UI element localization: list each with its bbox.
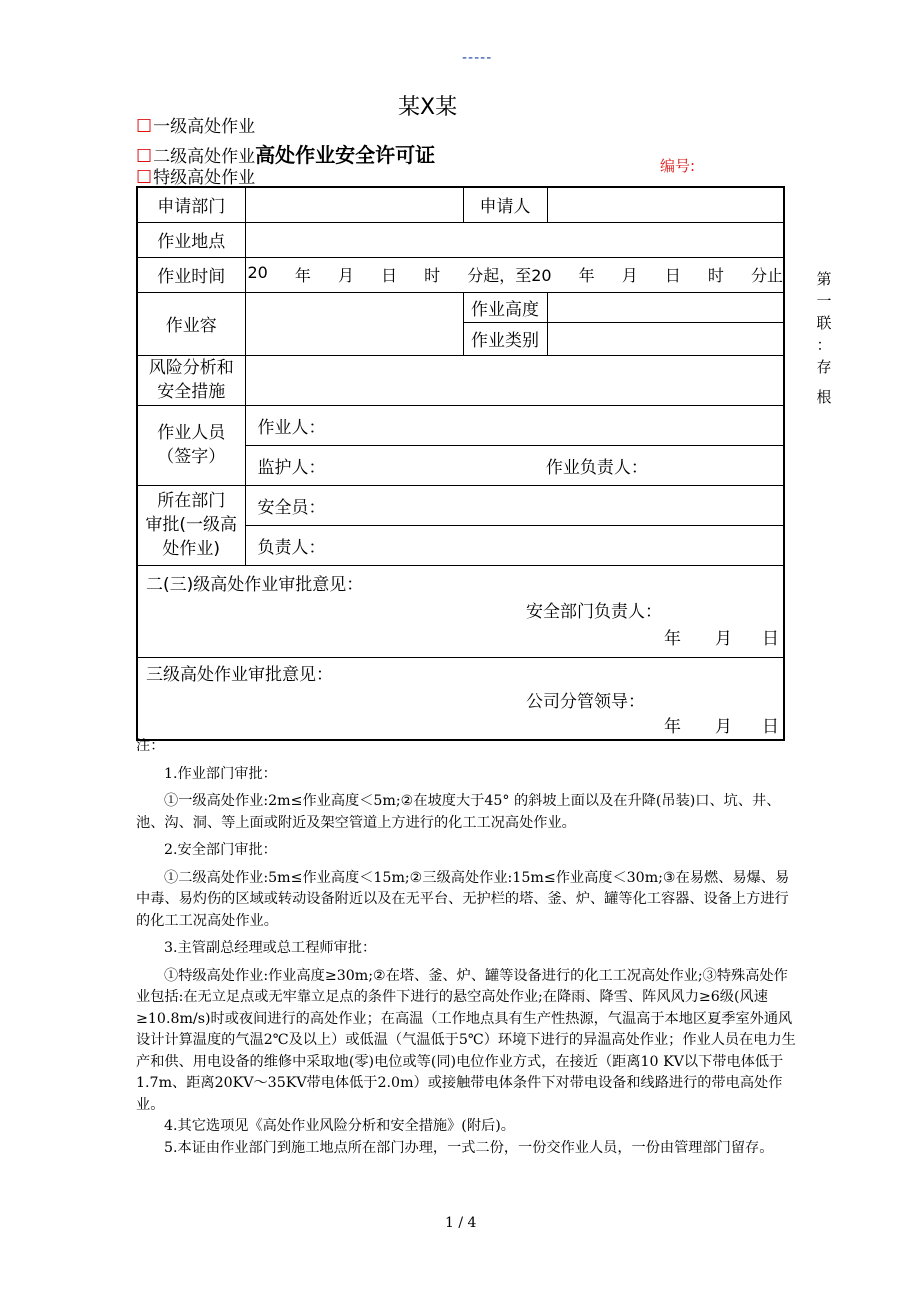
work-leader-label: 作业负责人： bbox=[545, 457, 648, 478]
day-label: 日 bbox=[762, 716, 779, 737]
time-part: 20 bbox=[247, 263, 268, 282]
time-part: 月 bbox=[621, 266, 638, 285]
work-location-field[interactable] bbox=[245, 222, 784, 257]
risk-label-line: 风险分析和 bbox=[148, 358, 234, 378]
note-4: 4.其它选项见《高处作业风险分析和安全措施》(附后)。 bbox=[164, 1118, 515, 1134]
serial-number-label: 编号: bbox=[660, 157, 696, 175]
document-title: 高处作业安全许可证 bbox=[255, 143, 436, 167]
work-height-field[interactable] bbox=[547, 292, 784, 322]
side-note-char: 联 bbox=[816, 314, 832, 332]
time-part: 时 bbox=[424, 266, 441, 285]
work-time-field[interactable] bbox=[245, 257, 784, 292]
day-label: 日 bbox=[762, 628, 779, 649]
person-in-charge-label: 负责人： bbox=[257, 537, 326, 558]
note-2-title: 2.安全部门审批： bbox=[164, 842, 277, 858]
level-option-3[interactable] bbox=[136, 163, 255, 188]
note-3-title: 3.主管副总经理或总工程师审批： bbox=[164, 940, 377, 956]
time-part: 年 bbox=[578, 266, 595, 285]
work-location-label: 作业地点 bbox=[137, 222, 245, 257]
guardian-row[interactable] bbox=[245, 445, 784, 485]
checkbox-icon[interactable]: ☐ bbox=[136, 146, 153, 167]
level-label: 特级高处作业 bbox=[153, 168, 256, 188]
note-3-body: ①特级高处作业:作业高度≥30m;②在塔、釜、炉、罐等设备进行的化工工况高处作业;③特殊高处作业包括:在无立足点或无牢靠立足点的条件下进行的悬空高处作业;在降雨、降雪、阵风风力≥6级(风速≥10.8m/s)时或夜间进行的高处作业；在高温（工作地点具有生产性热源，气温高于本地区夏季室外通风设计计算温度的气温2℃及以上）或低温（气温低于5℃）环境下进行的异温高处作业；作业人员在电力生产和供、用电设备的维修中采取地(零)电位或等(同)电位作业方式，在接近（距离10 KV以下带电体低于1.7m、距离20KV～35KV带电体低于2.0m）或接触带电体条件下对带电设备和线路进行的带电高处作业。 bbox=[136, 967, 796, 1113]
personnel-label-line: （签字） bbox=[157, 447, 226, 467]
time-part: 月 bbox=[338, 266, 355, 285]
side-note-char: 第 bbox=[816, 270, 832, 288]
work-category-label: 作业类别 bbox=[463, 322, 547, 355]
level-option-1[interactable] bbox=[136, 112, 255, 137]
work-content-label: 作业容 bbox=[137, 292, 245, 355]
apply-dept-field[interactable] bbox=[245, 187, 463, 222]
side-note-char: 存 bbox=[816, 358, 832, 376]
level23-opinion-label: 二(三)级高处作业审批意见： bbox=[146, 574, 364, 595]
side-note-char: ： bbox=[816, 336, 832, 354]
time-part: 日 bbox=[381, 266, 398, 285]
year-label: 年 bbox=[664, 716, 681, 737]
dept-label-line: 所在部门 bbox=[157, 491, 226, 511]
year-label: 年 bbox=[664, 628, 681, 649]
dept-label-line: 审批(一级高 bbox=[145, 515, 238, 535]
safety-officer-label: 安全员： bbox=[257, 497, 326, 518]
risk-label-line: 安全措施 bbox=[157, 382, 226, 402]
personnel-label bbox=[137, 405, 245, 485]
permit-form-table bbox=[136, 186, 785, 741]
personnel-label-line: 作业人员 bbox=[157, 423, 226, 443]
time-part: 年 bbox=[294, 266, 311, 285]
guardian-label: 监护人： bbox=[257, 457, 326, 478]
copy-side-note bbox=[815, 268, 833, 408]
time-part: 分起，至20 bbox=[467, 266, 552, 285]
company-leader-label: 公司分管领导： bbox=[526, 691, 645, 712]
apply-dept-label: 申请部门 bbox=[137, 187, 245, 222]
applicant-field[interactable] bbox=[547, 187, 784, 222]
page-number: 1 / 4 bbox=[445, 1215, 477, 1231]
note-2-body: ①二级高处作业:5m≤作业高度＜15m;②三级高处作业:15m≤作业高度＜30m;③在易燃、易爆、易中毒、易灼伤的区域或转动设备附近以及在无平台、无护栏的塔、釜、炉、罐等化工容器、设备上方进行的化工工况高处作业。 bbox=[136, 869, 790, 929]
level3-opinion-label: 三级高处作业审批意见： bbox=[146, 664, 333, 685]
date-line bbox=[664, 712, 779, 737]
level23-opinion-cell[interactable] bbox=[137, 565, 784, 657]
safety-officer-field[interactable] bbox=[245, 485, 784, 525]
level-label: 二级高处作业 bbox=[153, 147, 256, 167]
work-content-field[interactable] bbox=[245, 292, 463, 355]
person-in-charge-field[interactable] bbox=[245, 525, 784, 565]
applicant-label: 申请人 bbox=[463, 187, 547, 222]
level-label: 一级高处作业 bbox=[153, 117, 256, 137]
time-part: 分止 bbox=[750, 266, 783, 285]
dept-approval-label bbox=[137, 485, 245, 565]
month-label: 月 bbox=[715, 716, 732, 737]
header-divider: ----- bbox=[462, 50, 493, 66]
safety-dept-head-label: 安全部门负责人： bbox=[526, 601, 662, 622]
company-name: 某X某 bbox=[398, 95, 458, 120]
risk-analysis-label bbox=[137, 355, 245, 405]
note-1-title: 1.作业部门审批： bbox=[164, 765, 277, 782]
month-label: 月 bbox=[715, 628, 732, 649]
notes-head: 注： bbox=[136, 738, 165, 754]
notes-section bbox=[136, 736, 796, 1159]
level3-opinion-cell[interactable] bbox=[137, 657, 784, 740]
checkbox-icon[interactable]: ☐ bbox=[136, 116, 153, 137]
worker-label: 作业人： bbox=[257, 417, 326, 438]
worker-field[interactable] bbox=[245, 405, 784, 445]
work-height-label: 作业高度 bbox=[463, 292, 547, 322]
risk-analysis-field[interactable] bbox=[245, 355, 784, 405]
time-part: 日 bbox=[664, 266, 681, 285]
date-line bbox=[664, 624, 779, 649]
checkbox-icon[interactable]: ☐ bbox=[136, 167, 153, 188]
note-1-body: ①一级高处作业:2m≤作业高度＜5m;②在坡度大于45° 的斜坡上面以及在升降(吊装)口、坑、井、池、沟、洞、等上面或附近及架空管道上方进行的化工工况高处作业。 bbox=[136, 793, 781, 831]
side-note-char: 一 bbox=[816, 292, 832, 310]
work-category-field[interactable] bbox=[547, 322, 784, 355]
dept-label-line: 处作业) bbox=[162, 539, 221, 559]
work-time-label: 作业时间 bbox=[137, 257, 245, 292]
side-note-char: 根 bbox=[816, 388, 832, 406]
note-5: 5.本证由作业部门到施工地点所在部门办理，一式二份，一份交作业人员，一份由管理部门留存。 bbox=[164, 1139, 774, 1156]
time-part: 时 bbox=[707, 266, 724, 285]
